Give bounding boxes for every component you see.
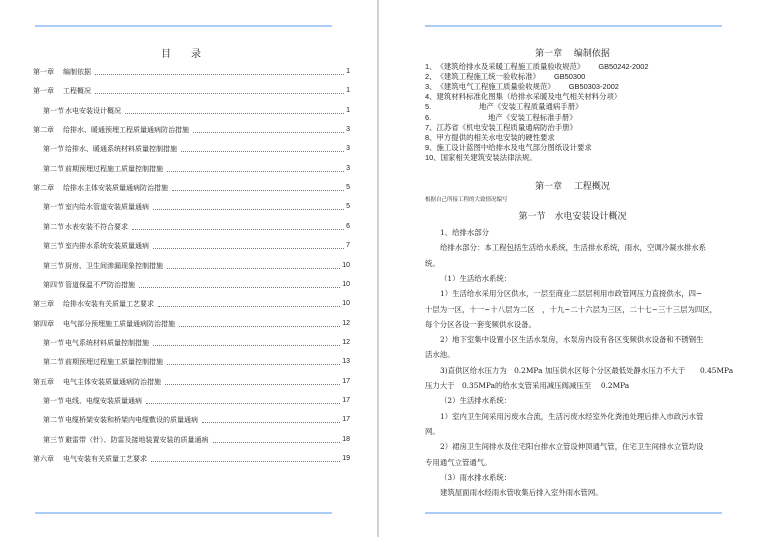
- basis-item: [425, 113, 591, 123]
- body-line: （3）雨水排水系统：: [440, 472, 512, 482]
- basis-text: 《建筑给排水及采暖工程施工质量验收规范》: [436, 62, 585, 71]
- toc-entry-title: 电气部分预埋施工质量通病防治措施: [63, 319, 175, 328]
- toc-entry-title: 电气系统材料质量控制措施: [65, 338, 149, 347]
- basis-number: 6.: [425, 112, 432, 122]
- section-heading: 第一节 水电安装设计概况: [518, 212, 627, 222]
- toc-entry-title: 工程概况: [63, 87, 91, 96]
- basis-item: [425, 82, 619, 92]
- basis-number: 4、: [425, 92, 437, 102]
- basis-number: 7、: [425, 122, 437, 132]
- basis-text: 地产《安装工程质量通病手册》: [479, 102, 583, 112]
- toc-entry-number: 第四节: [43, 280, 64, 289]
- toc-entry[interactable]: [33, 299, 350, 309]
- footer-rule: [425, 512, 722, 514]
- toc-entry-page: 10: [342, 280, 350, 288]
- toc-entry-page: 13: [342, 358, 350, 366]
- toc-leader-dots: [193, 131, 344, 133]
- toc-entry-page: 19: [342, 455, 350, 462]
- toc-entry-number: 第三章: [33, 300, 54, 309]
- toc-leader-dots: [139, 286, 340, 288]
- toc-entry[interactable]: [43, 241, 350, 251]
- toc-entry-page: 17: [342, 396, 350, 404]
- basis-text: 建筑材料标准化图集（给排水采暖及电气相关材料分项）: [436, 92, 622, 102]
- toc-entry[interactable]: [43, 164, 350, 174]
- toc-leader-dots: [167, 170, 344, 172]
- toc-entry[interactable]: [33, 67, 350, 77]
- body-line: 1）室内卫生间采用污废水合流，生活污废水经室外化粪池处理后排入市政污水管: [440, 411, 704, 421]
- toc-entry-title: 厨房、卫生间渗漏现象控制措施: [65, 261, 163, 270]
- toc-entry-title: 给排水、暖通系统材料质量控制措施: [65, 145, 177, 154]
- body-line: 2）裙房卫生间排水及住宅阳台排水立管设伸顶通气管，住宅卫生间排水立管均设: [440, 442, 704, 452]
- toc-entry-page: 17: [342, 377, 350, 385]
- writing-note: 根据自己所接工程的大致情况编写: [425, 197, 508, 203]
- toc-leader-dots: [132, 228, 344, 230]
- toc-entry-title: 管道保温不严防治措施: [65, 280, 135, 289]
- toc-leader-dots: [181, 150, 344, 152]
- basis-number: 9、: [425, 142, 437, 152]
- body-line: 2）地下室集中设置小区生活水泵房，水泵房内设有各区变频供水设备和不锈钢生: [440, 335, 704, 345]
- toc-entry-number: 第六章: [33, 455, 54, 463]
- basis-code: GB50303-2002: [568, 82, 619, 92]
- toc-entry-number: 第二节: [43, 164, 64, 173]
- toc-leader-dots: [146, 402, 340, 404]
- toc-entry-number: 第二章: [33, 184, 54, 193]
- body-line: 压力大于 0.35MPa的给水支管采用减压阀减压至 0.2MPa: [425, 381, 630, 390]
- basis-number: 8、: [425, 132, 437, 142]
- body-line: （1）生活给水系统：: [440, 273, 512, 283]
- basis-code: GB50242-2002: [598, 62, 649, 71]
- basis-item: [425, 133, 569, 143]
- toc-entry-number: 第三节: [43, 242, 64, 251]
- toc-entry[interactable]: [43, 357, 350, 367]
- body-line: 建筑屋面雨水经雨水管收集后排入室外雨水管网。: [440, 488, 603, 498]
- toc-entry-page: 18: [342, 435, 350, 443]
- header-rule: [425, 25, 722, 27]
- basis-number: 5.: [425, 102, 432, 112]
- toc-entry-title: 水表安装不符合要求: [65, 222, 128, 231]
- toc-leader-dots: [153, 208, 344, 210]
- toc-leader-dots: [202, 421, 340, 423]
- toc-entry-title: 编制依据: [63, 68, 91, 76]
- toc-entry-page: 1: [346, 106, 350, 114]
- toc-entry[interactable]: [43, 144, 350, 154]
- toc-leader-dots: [153, 247, 344, 249]
- toc-title: 目 录: [161, 49, 201, 60]
- toc-entry-page: 10: [342, 261, 350, 269]
- basis-item: [425, 143, 606, 153]
- basis-number: 1、: [425, 62, 437, 71]
- toc-leader-dots: [151, 460, 340, 462]
- body-line: 给排水部分：本工程包括生活给水系统，生活排水系统，雨水，空调冷凝水排水系: [440, 243, 707, 253]
- toc-entry[interactable]: [43, 106, 350, 116]
- toc-leader-dots: [172, 189, 344, 191]
- toc-entry-number: 第一节: [43, 396, 64, 405]
- toc-entry-page: 1: [346, 68, 350, 75]
- basis-text: 《建筑电气工程施工质量验收规范》: [436, 82, 555, 92]
- toc-entry-page: 5: [346, 184, 350, 192]
- basis-number: 3、: [425, 82, 437, 92]
- toc-entry-title: 前期预埋过程施工质量控制措施: [65, 358, 163, 367]
- footer-rule: [35, 512, 332, 514]
- basis-text: 《建筑工程施工统一验收标准》: [436, 72, 540, 82]
- toc-entry-title: 给排水主体安装质量通病防治措施: [63, 184, 168, 193]
- toc-entry[interactable]: [43, 280, 350, 290]
- body-line: 专用通气立管通气。: [425, 457, 492, 467]
- chapter-heading-overview: 第一章 工程概况: [535, 182, 610, 192]
- basis-text: 地产《安装工程标准手册》: [488, 112, 577, 122]
- toc-entry[interactable]: [43, 435, 350, 445]
- toc-entry[interactable]: [33, 86, 350, 96]
- toc-entry-page: 17: [342, 416, 350, 424]
- toc-entry-title: 室内给水管道安装质量通病: [65, 203, 149, 212]
- toc-entry[interactable]: [43, 202, 350, 212]
- toc-entry-title: 电气安装有关质量工艺要求: [63, 455, 147, 463]
- toc-entry-title: 电线、电缆安装质量通病: [65, 396, 142, 405]
- toc-entry[interactable]: [33, 319, 350, 329]
- toc-leader-dots: [95, 92, 344, 94]
- toc-leader-dots: [153, 344, 340, 346]
- body-line: 每个分区各设一套变频供水设备。: [425, 319, 536, 329]
- toc-entry-number: 第三节: [43, 435, 64, 444]
- body-line: 1）生活给水采用分区供水，一层至商业二层层利用市政管网压力直接供水，四~: [440, 289, 703, 299]
- toc-entry-page: 12: [342, 319, 350, 327]
- body-line: 活水池。: [425, 350, 455, 360]
- toc-entry-number: 第四章: [33, 319, 54, 328]
- toc-entry-number: 第一节: [43, 338, 64, 347]
- header-rule: [35, 25, 332, 27]
- toc-entry-number: 第一章: [33, 87, 54, 96]
- toc-entry[interactable]: [33, 454, 350, 464]
- toc-entry-title: 水电安装设计概况: [65, 106, 121, 115]
- toc-entry-page: 3: [346, 164, 350, 172]
- toc-entry-page: 1: [346, 87, 350, 95]
- basis-item: [425, 123, 591, 133]
- toc-entry[interactable]: [33, 377, 350, 387]
- toc-entry[interactable]: [43, 222, 350, 232]
- basis-item: [425, 62, 648, 72]
- body-line: （2）生活排水系统：: [440, 396, 512, 406]
- toc-entry-number: 第二节: [43, 358, 64, 367]
- toc-entry-number: 第三节: [43, 261, 64, 270]
- toc-entry-number: 第二章: [33, 126, 54, 135]
- toc-entry-number: 第一节: [43, 145, 64, 154]
- toc-entry-title: 电气主体安装质量通病防治措施: [63, 377, 161, 386]
- toc-entry-page: 12: [342, 338, 350, 346]
- basis-item: [425, 72, 585, 82]
- body-line: 3)直供区给水压力为 0.2MPa 加压供水区每个分区最低处静水压力不大于 0.45MPa: [440, 365, 734, 375]
- basis-text: 国家相关建筑安装法律法规。: [440, 152, 537, 162]
- toc-entry[interactable]: [33, 125, 350, 135]
- body-line: 十层为一区，十一~十八层为二区 ，十九~二十六层为三区，二十七~三十三层为四区，: [425, 304, 718, 314]
- toc-leader-dots: [165, 383, 340, 385]
- body-line: 统。: [425, 258, 440, 268]
- toc-entry[interactable]: [33, 183, 350, 193]
- toc-entry-title: 电缆桥架安装和桥架内电缆敷设的质量通病: [65, 416, 198, 425]
- toc-entry-page: 3: [346, 145, 350, 153]
- toc-entry-number: 第一节: [43, 106, 64, 115]
- toc-entry-title: 给排水安装有关质量工艺要求: [63, 300, 154, 309]
- toc-entry-number: 第一章: [33, 68, 54, 76]
- toc-leader-dots: [167, 267, 340, 269]
- basis-text: 江苏省《机电安装工程质量通病防治手册》: [436, 122, 577, 132]
- toc-leader-dots: [95, 73, 344, 75]
- toc-entry-page: 7: [346, 242, 350, 250]
- body-line: 网。: [425, 426, 440, 436]
- toc-entry-title: 给排水、暖通预埋工程质量通病防治措施: [63, 126, 189, 135]
- toc-entry-page: 10: [342, 300, 350, 308]
- basis-item: [425, 92, 635, 102]
- toc-entry-page: 5: [346, 203, 350, 211]
- toc-entry-page: 3: [346, 126, 350, 134]
- toc-entry-number: 第二节: [43, 222, 64, 231]
- toc-entry[interactable]: [43, 338, 350, 348]
- toc-entry-number: 第二节: [43, 416, 64, 425]
- chapter-heading-basis: 第一章 编制依据: [535, 49, 610, 59]
- toc-entry-title: 前期预埋过程施工质量控制措施: [65, 164, 163, 173]
- basis-text: 施工设计蓝图中给排水及电气部分图纸设计要求: [436, 142, 592, 152]
- body-line: 1、给排水部分: [440, 228, 490, 237]
- toc-entry[interactable]: [43, 415, 350, 425]
- toc-leader-dots: [213, 441, 341, 443]
- toc-entry-title: 避雷带（针）、防雷及接地装置安装的质量通病: [65, 435, 209, 444]
- basis-item: [425, 102, 596, 112]
- toc-entry-page: 6: [346, 222, 350, 230]
- basis-text: 甲方提供的相关水电安装的硬性要求: [436, 132, 555, 142]
- toc-entry-number: 第五章: [33, 377, 54, 386]
- basis-code: GB50300: [554, 72, 586, 82]
- basis-item: [425, 153, 551, 163]
- page-divider: [377, 0, 379, 537]
- toc-entry[interactable]: [43, 396, 350, 406]
- basis-number: 10、: [425, 152, 441, 162]
- toc-leader-dots: [167, 363, 340, 365]
- toc-entry-number: 第一节: [43, 203, 64, 212]
- toc-leader-dots: [158, 305, 340, 307]
- toc-leader-dots: [125, 112, 344, 114]
- toc-entry-title: 室内排水系统安装质量通病: [65, 242, 149, 251]
- toc-entry[interactable]: [43, 261, 350, 271]
- toc-leader-dots: [179, 325, 340, 327]
- basis-number: 2、: [425, 72, 437, 82]
